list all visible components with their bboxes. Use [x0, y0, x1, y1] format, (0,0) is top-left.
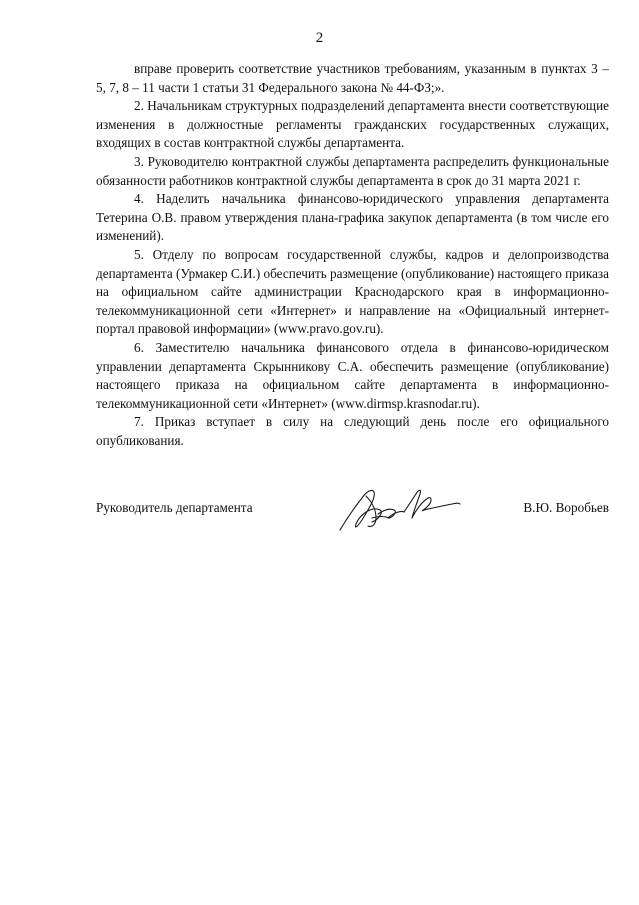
handwritten-signature-icon — [332, 480, 462, 538]
signatory-position: Руководитель департамента — [96, 500, 253, 515]
paragraph-continuation: вправе проверить соответствие участников требованиям, указанным в пунктах 3 – 5, 7, 8 – 11 части 1 статьи 31 Федерального закона № 44-ФЗ;». — [96, 61, 609, 95]
paragraph-item-2: 2. Начальникам структурных подразделений департамента внести соответствующие изменения в должностные регламенты гражданских государственных служащих, входящих в состав контрактной службы департамента. — [96, 98, 609, 151]
paragraph-item-7: 7. Приказ вступает в силу на следующий день после его официального опубликования. — [96, 414, 609, 448]
paragraph-item-3: 3. Руководителю контрактной службы департамента распределить функциональные обязанности работников контрактной службы департамента в срок до 31 марта 2021 г. — [96, 153, 609, 188]
document-body — [96, 60, 609, 450]
signature-block — [96, 480, 609, 540]
paragraph-item-6: 6. Заместителю начальника финансового отдела в финансово-юридическом управлении департамента Скрынникову С.А. обеспечить размещение (опубликование) настоящего приказа на официальном сайте департамента в информационно-телекоммуникационной сети «Интернет» (www.dirmsp.krasnodar.ru). — [96, 339, 609, 411]
paragraph-item-5: 5. Отделу по вопросам государственной службы, кадров и делопроизводства департамента (Урмакер С.И.) обеспечить размещение (опубликование) настоящего приказа на официальном сайте администрации Краснодарского края в информационно-телекоммуникационной сети «Интернет» и направление на «Официальный интернет-портал правовой информации» (www.pravo.gov.ru). — [96, 246, 609, 337]
page-number: 2 — [315, 30, 324, 46]
paragraph-item-4: 4. Наделить начальника финансово-юридического управления департамента Тетерина О.В. правом утверждения плана-графика закупок департамента (в том числе его изменений). — [96, 191, 609, 244]
signatory-name: В.Ю. Воробьев — [523, 500, 609, 515]
